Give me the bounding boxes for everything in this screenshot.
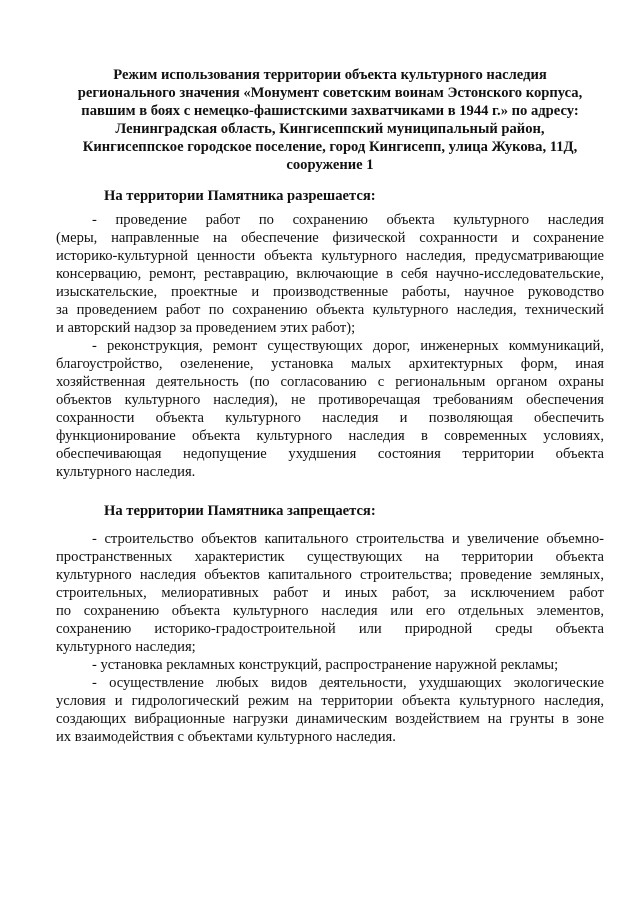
text-line: сохранности объекта культурного наследия и позволяющая обеспечить (56, 410, 604, 426)
text-line: культурного наследия; (56, 639, 196, 655)
title-line: сооружение 1 (286, 157, 374, 173)
text-line: изыскательские, проектные и производственные работы, научное руководство (56, 284, 604, 300)
prohibited-text (56, 530, 604, 746)
text-line: функционирование объекта культурного наследия в современных условиях, (56, 428, 604, 444)
text-line: за проведением работ по сохранению объекта культурного наследия, технический (56, 302, 604, 318)
prohibited-heading: На территории Памятника запрещается: (104, 503, 376, 519)
text-line: условия и гидрологический режим на территории объекта культурного наследия, (56, 693, 604, 709)
text-line: (меры, направленные на обеспечение физической сохранности и сохранение (56, 230, 604, 246)
text-line: благоустройство, озеленение, установка малых архитектурных форм, иная (56, 356, 604, 372)
title-line: Кингисеппское городское поселение, город Кингисепп, улица Жукова, 11Д, (82, 139, 578, 155)
text-line: культурного наследия. (56, 464, 196, 480)
text-line: историко-культурной ценности объекта культурного наследия, предусматривающие (56, 248, 604, 264)
text-line: - строительство объектов капитального строительства и увеличение объемно- (92, 531, 604, 547)
text-line: объектов культурного наследия), не противоречащая требованиям обеспечения (56, 392, 604, 408)
title-line: Ленинградская область, Кингисеппский муниципальный район, (115, 121, 545, 137)
text-line: и авторский надзор за проведением этих работ); (56, 320, 356, 336)
text-line: их взаимодействия с объектами культурного наследия. (56, 729, 396, 745)
text-line: - проведение работ по сохранению объекта культурного наследия (92, 212, 604, 228)
text-line: - осуществление любых видов деятельности, ухудшающих экологические (92, 675, 604, 691)
text-line: культурного наследия объектов капитального строительства; проведение земляных, (56, 567, 604, 583)
allowed-heading: На территории Памятника разрешается: (104, 188, 376, 204)
document-title (56, 66, 604, 174)
text-line: по сохранению объекта культурного наследия или его отдельных элементов, (56, 603, 604, 619)
text-line: консервацию, ремонт, реставрацию, включающие в себя научно-исследовательские, (56, 266, 604, 282)
title-line: регионального значения «Монумент советским воинам Эстонского корпуса, (77, 85, 583, 101)
allowed-text (56, 211, 604, 481)
text-line: - реконструкция, ремонт существующих дорог, инженерных коммуникаций, (92, 338, 604, 354)
text-line: хозяйственная деятельность (по согласованию с региональным органом охраны (56, 374, 604, 390)
text-line: пространственных характеристик существующих на территории объекта (56, 549, 604, 565)
title-line: павшим в боях с немецко-фашистскими захватчиками в 1944 г.» по адресу: (81, 103, 579, 119)
text-line: - установка рекламных конструкций, распространение наружной рекламы; (92, 657, 559, 673)
text-line: сохранению историко-градостроительной или природной среды объекта (56, 621, 604, 637)
text-line: обеспечивающая недопущение ухудшения состояния территории объекта (56, 446, 604, 462)
text-line: создающих вибрационные нагрузки динамическим воздействием на грунты в зоне (56, 711, 604, 727)
text-line: строительных, мелиоративных работ и иных работ, за исключением работ (56, 585, 604, 601)
title-line: Режим использования территории объекта культурного наследия (113, 67, 547, 83)
